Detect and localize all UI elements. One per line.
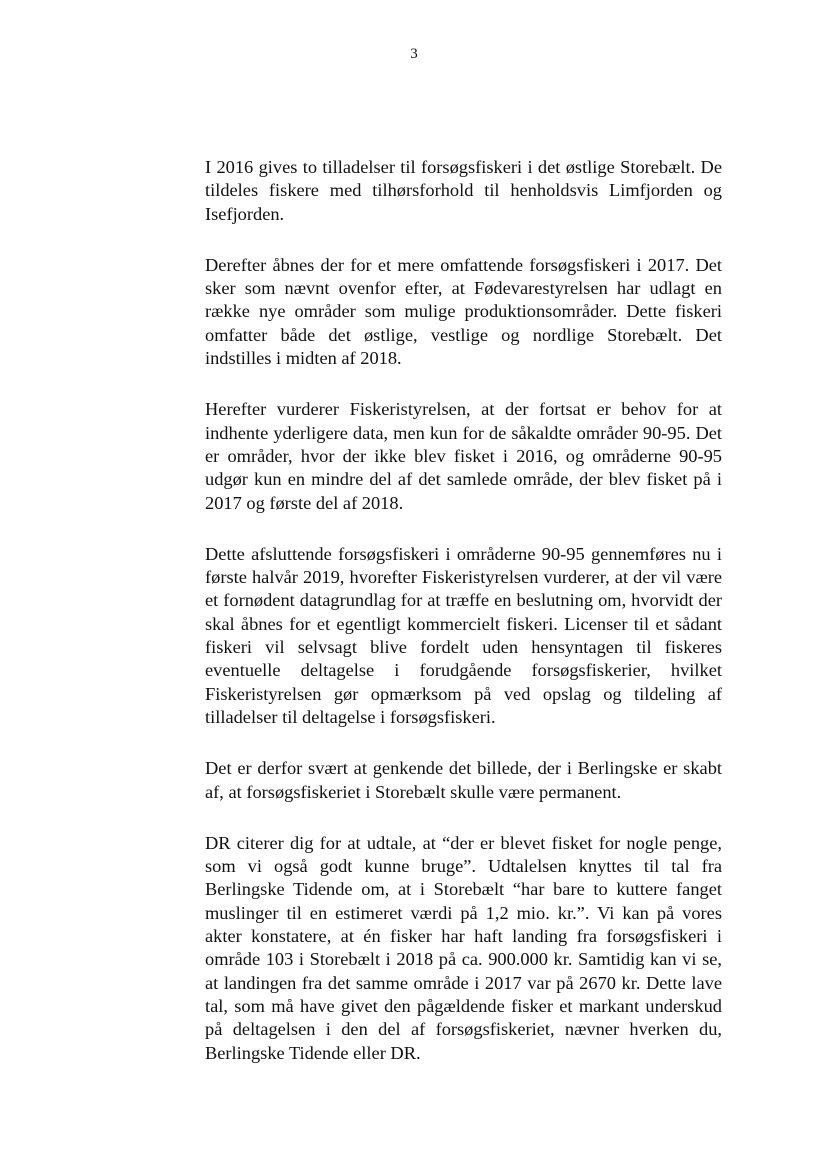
paragraph-not-permanent: Det er derfor svært at genkende det billede, der i Berlingske er skabt af, at forsøgsfiskeriet i Storebælt skulle være permanent. xyxy=(205,758,722,802)
letter-body xyxy=(205,156,722,1093)
paragraph-trial-fishing-2017: Derefter åbnes der for et mere omfattende forsøgsfiskeri i 2017. Det sker som nævnt ovenfor efter, at Fødevarestyrelsen har udlagt en række nye områder som mulige produktionsområder. Dette fiskeri omfatter både det østlige, vestlige og nordlige Storebælt. Det indstilles i midten af 2018. xyxy=(205,254,722,369)
paragraph-final-trial-2019: Dette afsluttende forsøgsfiskeri i områderne 90-95 gennemføres nu i første halvår 2019, hvorefter Fiskeristyrelsen vurderer, at der vil være et fornødent datagrundlag for at træffe en beslutning om, hvorvidt der skal åbnes for et egentligt kommercielt fiskeri. Licenser til et sådant fiskeri vil selvsagt blive fordelt uden hensyntagen til fiskeres eventuelle deltagelse i forudgående forsøgsfiskerier, hvilket Fiskeristyrelsen gør opmærksom på ved opslag og tildeling af tilladelser til deltagelse i forsøgsfiskeri. xyxy=(205,543,722,727)
page-number: 3 xyxy=(410,46,418,62)
paragraph-dr-quote: DR citerer dig for at udtale, at “der er blevet fisket for nogle penge, som vi også godt kunne bruge”. Udtalelsen knyttes til tal fra Berlingske Tidende om, at i Storebælt “har bare to kuttere fanget muslinger til en estimeret værdi på 1,2 mio. kr.”. Vi kan på vores akter konstatere, at én fisker har haft landing fra forsøgsfiskeri i område 103 i Storebælt i 2018 på ca. 900.000 kr. Samtidig kan vi se, at landingen fra det samme område i 2017 var på 2670 kr. Dette lave tal, som må have givet den pågældende fisker et markant underskud på deltagelsen i den del af forsøgsfiskeriet, nævner hverken du, Berlingske Tidende eller DR. xyxy=(205,832,722,1063)
paragraph-areas-90-95: Herefter vurderer Fiskeristyrelsen, at der fortsat er behov for at indhente yderligere data, men kun for de såkaldte områder 90-95. Det er områder, hvor der ikke blev fisket i 2016, og områderne 90-95 udgør kun en mindre del af det samlede område, der blev fisket på i 2017 og første del af 2018. xyxy=(205,399,722,513)
paragraph-trial-fishing-2016: I 2016 gives to tilladelser til forsøgsfiskeri i det østlige Storebælt. De tildeles fiskere med tilhørsforhold til henholdsvis Limfjorden og Isefjorden. xyxy=(205,157,722,224)
